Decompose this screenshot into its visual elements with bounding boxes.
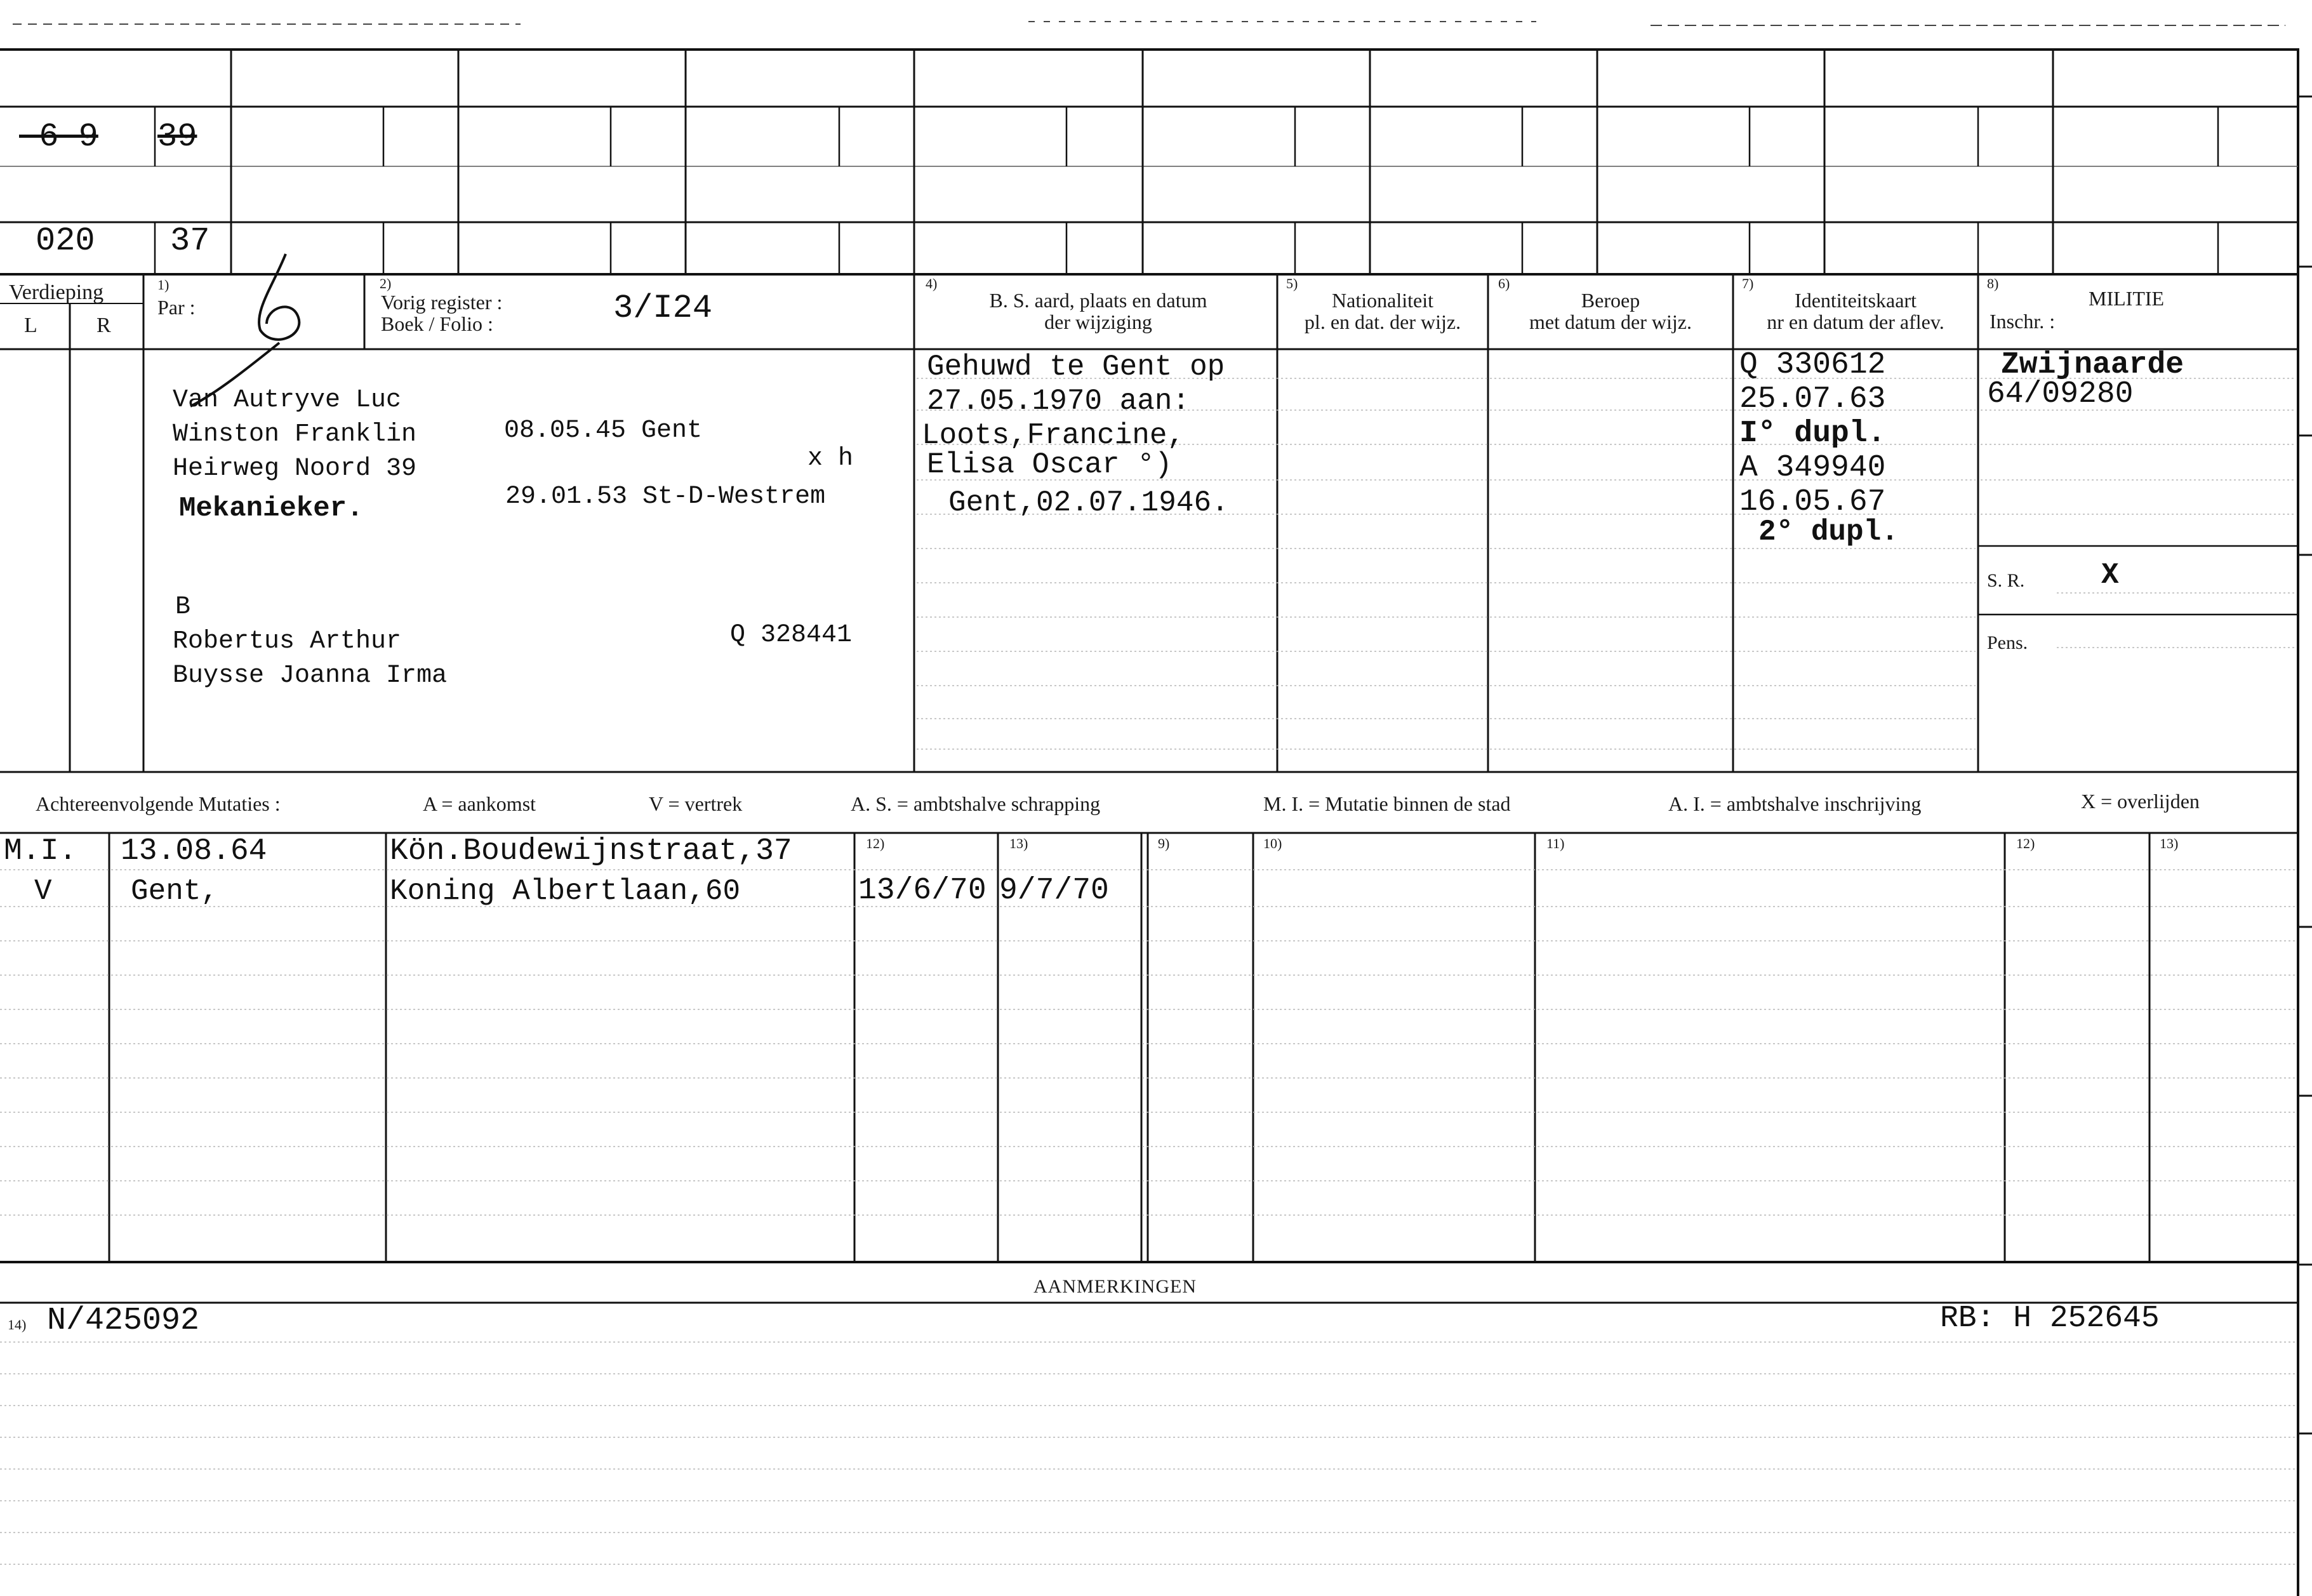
civil-status-line: Gehuwd te Gent op	[927, 350, 1225, 383]
beroep-header: Beroep	[1581, 289, 1640, 312]
field-number-2: 2)	[380, 276, 392, 291]
top-grid-value-a2: 020	[36, 222, 95, 260]
id-card-line: I° dupl.	[1739, 416, 1886, 451]
field-number-10: 10)	[1263, 835, 1282, 851]
bs-header-line1: B. S. aard, plaats en datum	[989, 289, 1207, 312]
mutation-col12-date: 13/6/70	[858, 874, 987, 908]
legend-ambtshalve-schrapping: A. S. = ambtshalve schrapping	[851, 792, 1101, 815]
legend-aankomst: A = aankomst	[423, 792, 536, 815]
inschr-label: Inschr. :	[1990, 310, 2056, 333]
mutation-address: Kön.Boudewijnstraat,37	[390, 834, 792, 868]
sr-label: S. R.	[1987, 570, 2025, 591]
nationaliteit-subheader: pl. en dat. der wijz.	[1304, 310, 1461, 333]
civil-status-line: Elisa Oscar °)	[927, 448, 1173, 481]
person-q-number: Q 328441	[730, 621, 853, 649]
legend-overlijden: X = overlijden	[2081, 790, 2200, 813]
civil-status-line: Gent,02.07.1946.	[948, 486, 1229, 519]
verdieping-l-label: L	[24, 314, 37, 337]
person-letter-b: B	[175, 593, 191, 622]
vorig-register-label: Vorig register :	[381, 291, 503, 314]
top-grid-value-a1: -6-9	[19, 118, 98, 156]
person-sex-mark: x h	[807, 444, 854, 473]
mutation-date: Gent,	[131, 875, 219, 908]
field-number-7: 7)	[1742, 276, 1754, 291]
person-given-names: Winston Franklin	[173, 420, 417, 449]
militie-header: MILITIE	[2089, 287, 2165, 310]
field-number-14: 14)	[8, 1317, 27, 1333]
mutation-col13-date: 9/7/70	[999, 874, 1109, 908]
field-number-6: 6)	[1498, 276, 1510, 291]
verdieping-r-label: R	[96, 314, 111, 337]
boek-folio-label: Boek / Folio :	[381, 312, 493, 335]
field-number-9: 9)	[1158, 835, 1170, 851]
civil-status-line: Loots,Francine,	[922, 419, 1185, 452]
verdieping-label: Verdieping	[9, 281, 104, 304]
mutation-code: V	[34, 875, 52, 908]
bs-header-line2: der wijziging	[1044, 310, 1152, 333]
id-card-line: Q 330612	[1739, 348, 1886, 382]
person-father: Robertus Arthur	[173, 627, 402, 656]
mutation-date: 13.08.64	[121, 834, 267, 868]
nationaliteit-header: Nationaliteit	[1332, 289, 1433, 312]
person-mother: Buysse Joanna Irma	[173, 662, 448, 690]
legend-ambtshalve-inschrijving: A. I. = ambtshalve inschrijving	[1668, 792, 1922, 815]
field-number-1: 1)	[157, 277, 169, 293]
person-address: Heirweg Noord 39	[173, 455, 417, 483]
mutation-code: M.I.	[4, 834, 77, 868]
field-number-13b: 13)	[2160, 835, 2179, 851]
pens-label: Pens.	[1987, 632, 2028, 653]
field-number-11: 11)	[1546, 835, 1565, 851]
field-number-5: 5)	[1286, 276, 1298, 291]
militie-place: Zwijnaarde	[2001, 348, 2184, 382]
identiteitskaart-header: Identiteitskaart	[1795, 289, 1917, 312]
person-surname: Van Autryve Luc	[173, 386, 402, 415]
sr-value: X	[2101, 559, 2119, 592]
top-grid-value-b1: 39	[157, 118, 197, 156]
legend-vertrek: V = vertrek	[649, 792, 743, 815]
legend-mutatie-binnen-de-stad: M. I. = Mutatie binnen de stad	[1263, 792, 1511, 815]
person-date2: 29.01.53 St-D-Westrem	[505, 482, 826, 511]
field-number-4: 4)	[926, 276, 938, 291]
id-card-line: 16.05.67	[1739, 485, 1886, 519]
id-card-line: A 349940	[1739, 451, 1886, 485]
remarks-n-number: N/425092	[47, 1303, 200, 1339]
mutation-address: Koning Albertlaan,60	[390, 875, 741, 908]
top-grid-value-b2: 37	[170, 222, 210, 260]
beroep-subheader: met datum der wijz.	[1529, 310, 1692, 333]
person-occupation: Mekanieker.	[179, 493, 364, 524]
field-number-13: 13)	[1009, 835, 1028, 851]
field-number-8: 8)	[1987, 276, 1999, 291]
remarks-rb-number: RB: H 252645	[1940, 1301, 2160, 1336]
id-card-line: 2° dupl.	[1758, 515, 1899, 549]
field-number-12: 12)	[866, 835, 885, 851]
identiteitskaart-subheader: nr en datum der aflev.	[1767, 310, 1944, 333]
id-card-line: 25.07.63	[1739, 382, 1886, 416]
person-birth: 08.05.45 Gent	[504, 416, 703, 445]
field-number-12b: 12)	[2016, 835, 2035, 851]
par-label: Par :	[157, 296, 196, 319]
militie-number: 64/09280	[1987, 377, 2134, 411]
register-value: 3/I24	[613, 289, 713, 327]
civil-status-line: 27.05.1970 aan:	[927, 385, 1190, 418]
remarks-title: AANMERKINGEN	[1033, 1276, 1197, 1297]
legend-title: Achtereenvolgende Mutaties :	[36, 792, 281, 815]
